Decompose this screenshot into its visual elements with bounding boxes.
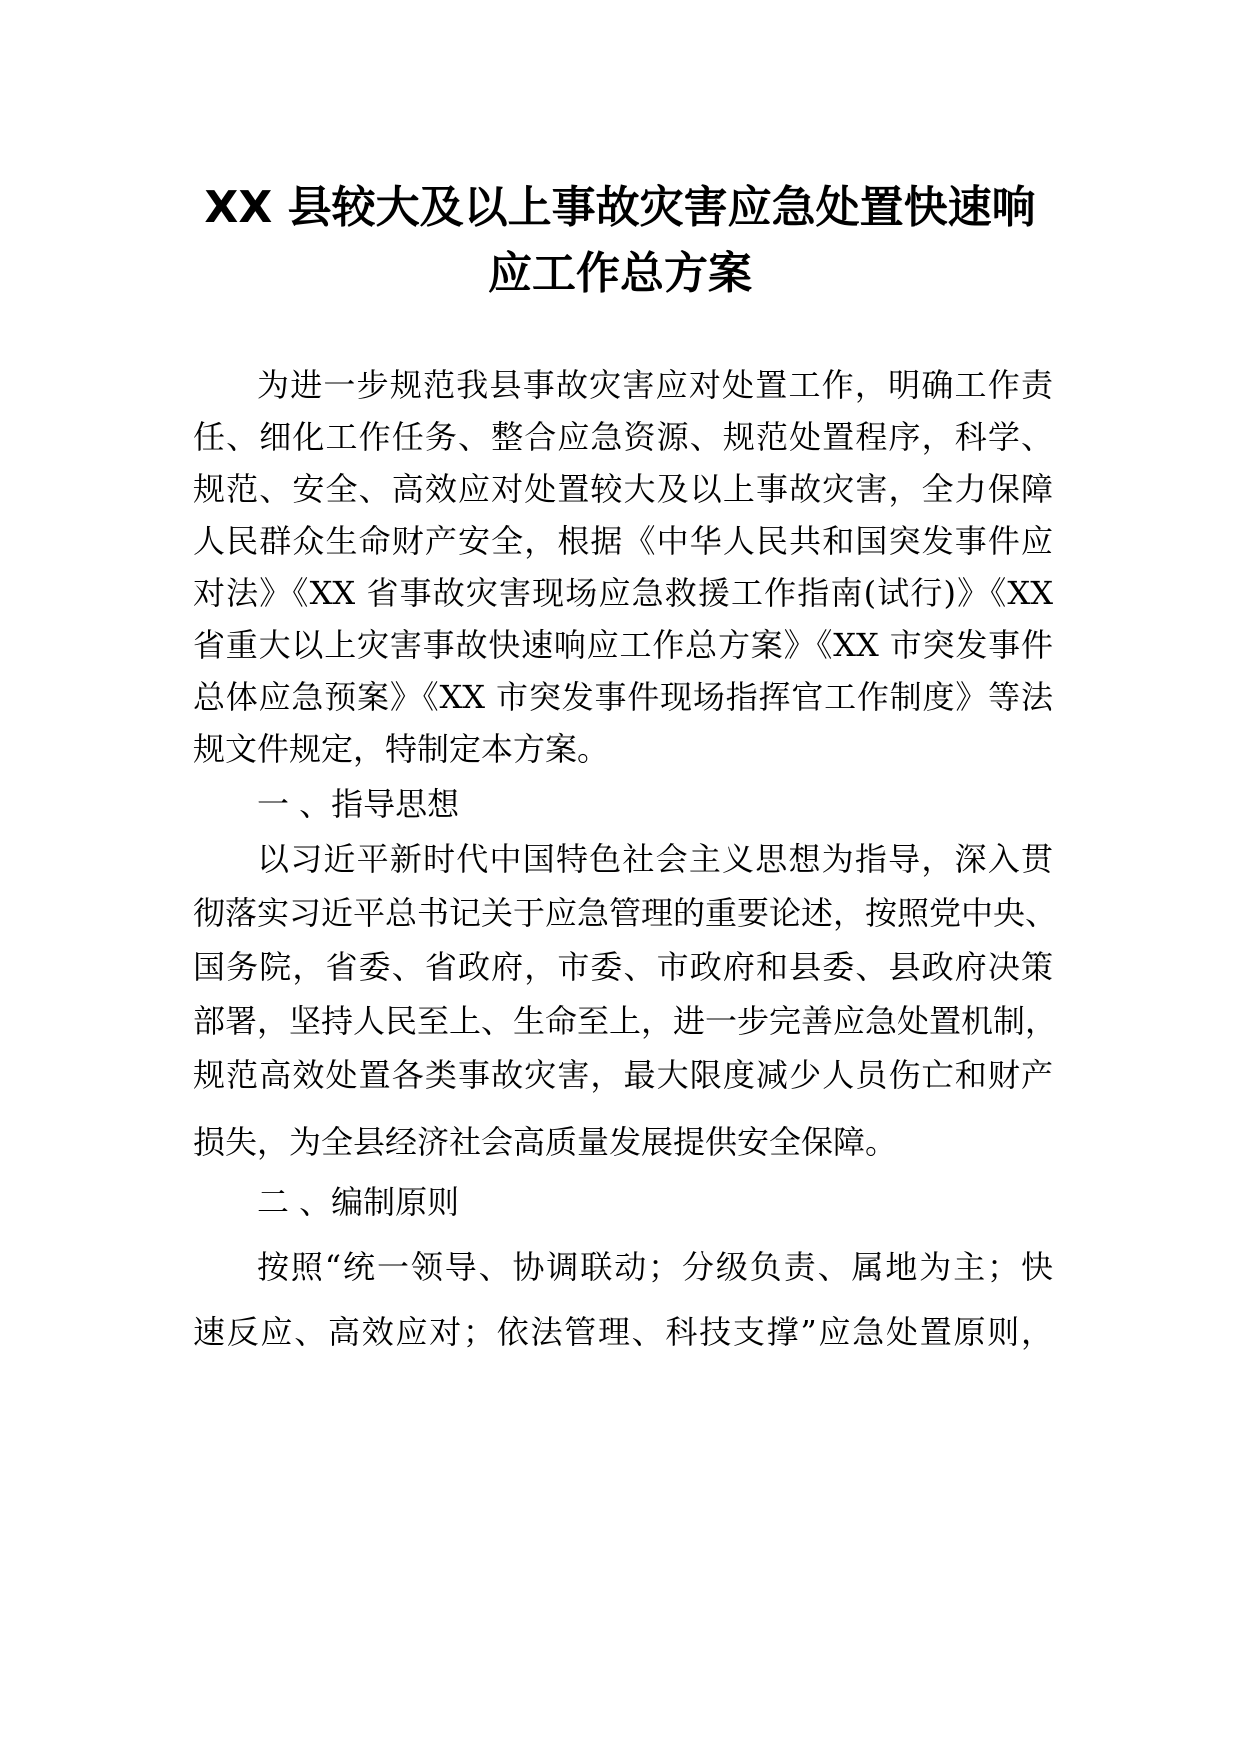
preamble-line-8: 规文件规定，特制定本方案。 xyxy=(193,730,610,768)
document-title-line-1: XX 县较大及以上事故灾害应急处置快速响 xyxy=(204,182,1036,233)
guiding-ideology-line-2: 彻落实习近平总书记关于应急管理的重要论述，按照党中央、 xyxy=(193,894,1058,932)
preamble-line-2: 任、细化工作任务、整合应急资源、规范处置程序，科学、 xyxy=(193,418,1053,456)
preamble-line-6: 省重大以上灾害事故快速响应工作总方案》《XX 市突发事件 xyxy=(193,626,1053,664)
guiding-ideology-line-6: 损失，为全县经济社会高质量发展提供安全保障。 xyxy=(193,1123,898,1161)
preamble-line-7: 总体应急预案》《XX 市突发事件现场指挥官工作制度》等法 xyxy=(193,678,1053,716)
guiding-ideology-line-1: 以习近平新时代中国特色社会主义思想为指导，深入贯 xyxy=(257,840,1053,878)
principles-line-1: 按照“统一领导、协调联动；分级负责、属地为主；快 xyxy=(257,1248,1053,1286)
preamble-line-5: 对法》《XX 省事故灾害现场应急救援工作指南(试行)》《XX xyxy=(193,574,1053,612)
guiding-ideology-line-4: 部署，坚持人民至上、生命至上，进一步完善应急处置机制， xyxy=(193,1002,1058,1040)
preamble-line-3: 规范、安全、高效应对处置较大及以上事故灾害，全力保障 xyxy=(193,470,1053,508)
guiding-ideology-line-5: 规范高效处置各类事故灾害，最大限度减少人员伤亡和财产 xyxy=(193,1056,1053,1094)
section-heading-principles: 二 、编制原则 xyxy=(257,1183,460,1221)
section-heading-guiding-ideology: 一 、指导思想 xyxy=(257,785,460,823)
preamble-line-4: 人民群众生命财产安全，根据《中华人民共和国突发事件应 xyxy=(193,522,1053,560)
document-title-line-2: 应工作总方案 xyxy=(488,248,752,299)
guiding-ideology-line-3: 国务院，省委、省政府，市委、市政府和县委、县政府决策 xyxy=(193,948,1053,986)
preamble-line-1: 为进一步规范我县事故灾害应对处置工作，明确工作责 xyxy=(257,366,1053,404)
principles-line-2: 速反应、高效应对；依法管理、科技支撑”应急处置原则， xyxy=(193,1313,1053,1351)
